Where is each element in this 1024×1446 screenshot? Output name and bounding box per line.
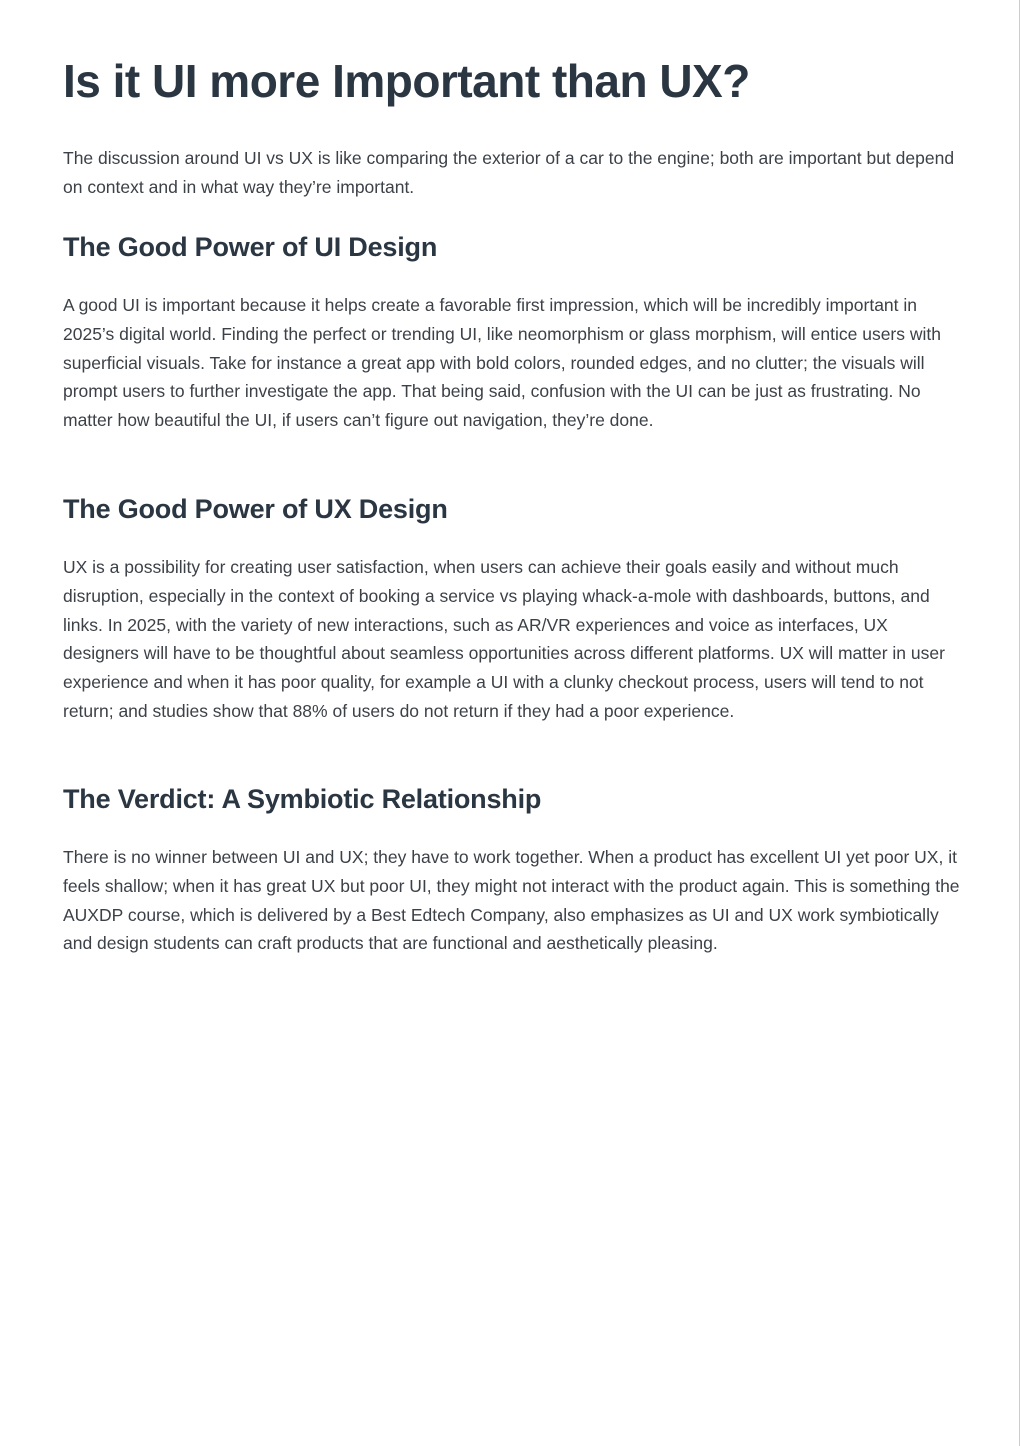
section-body-verdict: There is no winner between UI and UX; they have to work together. When a product has excellent UI yet poor UX, it feels shallow; when it has great UX but poor UI, they might not interact with the product again. This is something the AUXDP course, which is delivered by a Best Edtech Company, also emphasizes as UI and UX work symbiotically and design students can craft products that are functional and aesthetically pleasing.: [63, 847, 960, 954]
section-heading-ui: The Good Power of UI Design: [63, 232, 438, 262]
section-heading-ux: The Good Power of UX Design: [63, 494, 448, 524]
article-title: Is it UI more Important than UX?: [63, 55, 750, 107]
section-heading-verdict: The Verdict: A Symbiotic Relationship: [63, 784, 542, 814]
intro-paragraph: The discussion around UI vs UX is like comparing the exterior of a car to the engine; both are important but depend on context and in what way they’re important.: [63, 148, 955, 197]
section-body-ux: UX is a possibility for creating user satisfaction, when users can achieve their goals easily and without much disruption, especially in the context of booking a service vs playing whack-a-mole with dashboards, buttons, and links. In 2025, with the variety of new interactions, such as AR/VR experiences and voice as interfaces, UX designers will have to be thoughtful about seamless opportunities across different platforms. UX will matter in user experience and when it has poor quality, for example a UI with a clunky checkout process, users will tend to not return; and studies show that 88% of users do not return if they had a poor experience.: [63, 557, 945, 721]
section-body-ui: A good UI is important because it helps create a favorable first impression, which will be incredibly important in 2025’s digital world. Finding the perfect or trending UI, like neomorphism or glass morphism, will entice users with superficial visuals. Take for instance a great app with bold colors, rounded edges, and no clutter; the visuals will prompt users to further investigate the app. That being said, confusion with the UI can be just as frustrating. No matter how beautiful the UI, if users can’t figure out navigation, they’re done.: [63, 295, 941, 430]
